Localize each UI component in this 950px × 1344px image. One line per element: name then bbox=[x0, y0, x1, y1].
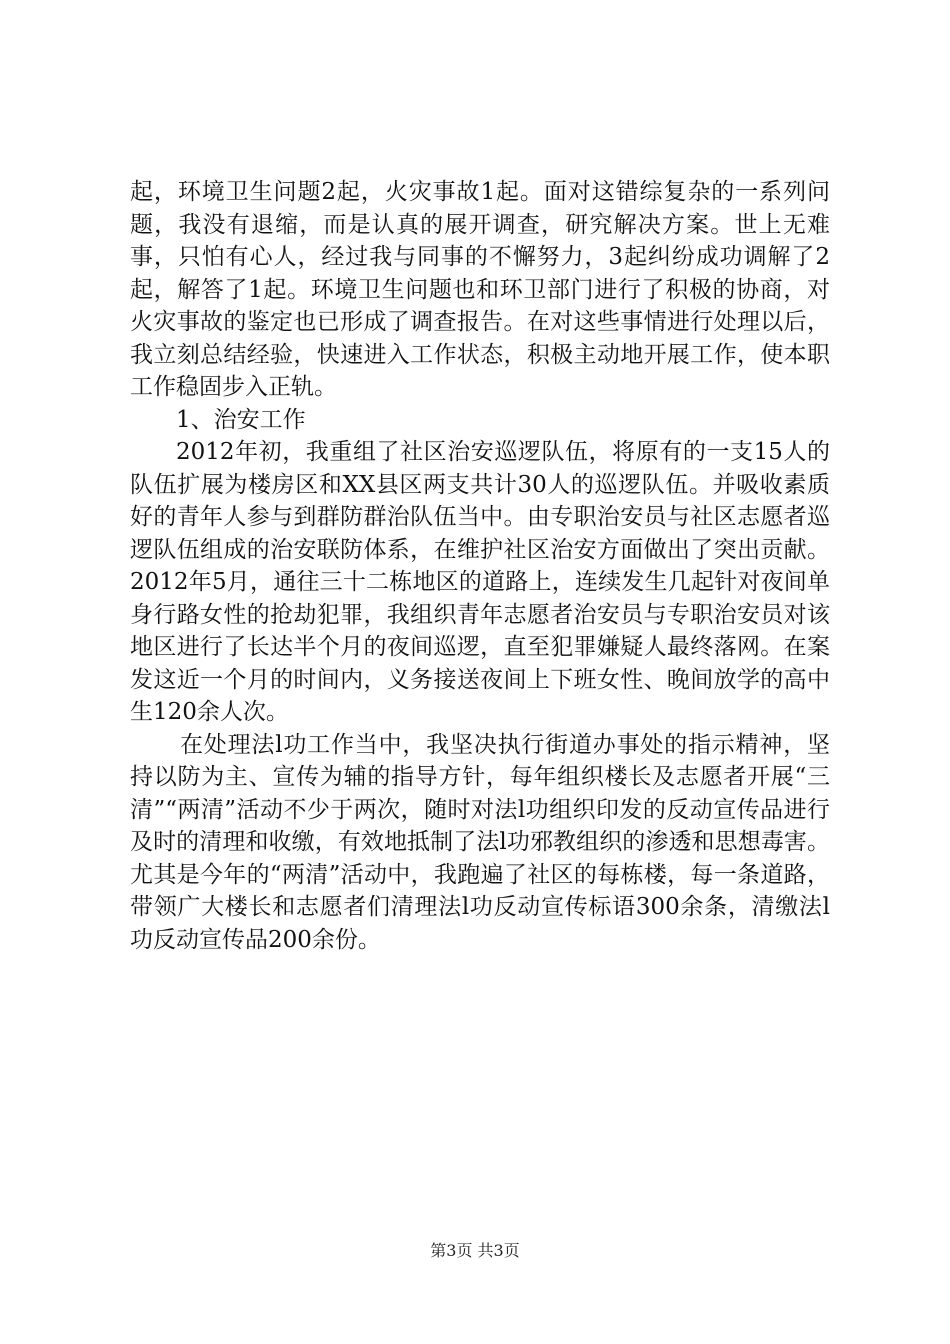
section-heading-security-work: 1、治安工作 bbox=[176, 406, 306, 433]
paragraph-patrol-team: 2012年初，我重组了社区治安巡逻队伍，将原有的一支15人的队伍扩展为楼房区和XX县区两支共计30人的巡逻队伍。并吸收素质好的青年人参与到群防群治队伍当中。由专职治安员与社区志愿者巡逻队伍组成的治安联防体系，在维护社区治安方面做出了突出贡献。2012年5月，通往三十二栋地区的道路上，连续发生几起针对夜间单身行路女性的抢劫犯罪，我组织青年志愿者治安员与专职治安员对该地区进行了长达半个月的夜间巡逻，直至犯罪嫌疑人最终落网。在案发这近一个月的时间内，义务接送夜间上下班女性、晚间放学的高中生120余人次。 bbox=[130, 439, 830, 725]
page-footer: 第3页 共3页 bbox=[430, 1241, 520, 1260]
paragraph-continuation: 起，环境卫生问题2起，火灾事故1起。面对这错综复杂的一系列问题，我没有退缩，而是认真的展开调查，研究解决方案。世上无难事，只怕有心人，经过我与同事的不懈努力，3起纠纷成功调解了2起，解答了1起。环境卫生问题也和环卫部门进行了积极的协商，对火灾事故的鉴定也已形成了调查报告。在对这些事情进行处理以后，我立刻总结经验，快速进入工作状态，积极主动地开展工作，使本职工作稳固步入正轨。 bbox=[130, 179, 830, 400]
document-body bbox=[130, 176, 830, 956]
paragraph-cult-cleanup: 在处理法l功工作当中，我坚决执行街道办事处的指示精神，坚持以防为主、宣传为辅的指导方针，每年组织楼长及志愿者开展“三清”“两清”活动不少于两次，随时对法l功组织印发的反动宣传品进行及时的清理和收缴，有效地抵制了法l功邪教组织的渗透和思想毒害。尤其是今年的“两清”活动中，我跑遍了社区的每栋楼，每一条道路，带领广大楼长和志愿者们清理法l功反动宣传标语300余条，清缴法l功反动宣传品200余份。 bbox=[130, 731, 830, 953]
